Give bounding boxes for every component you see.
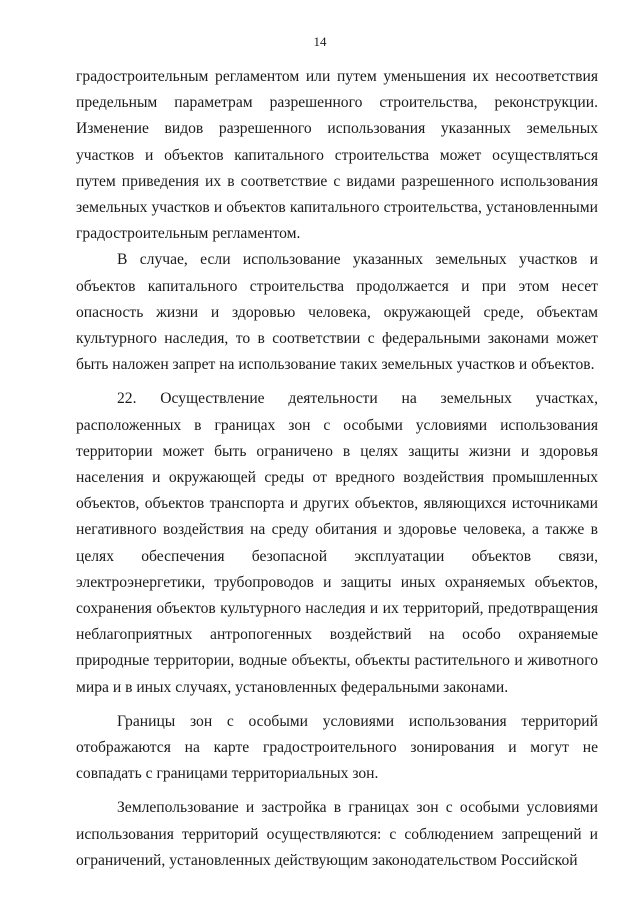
paragraph-zone-boundaries: Границы зон с особыми условиями использования территорий отображаются на карте градостроительного зонирования и могут не совпадать с границами территориальных зон. <box>76 712 598 783</box>
paragraph-continuation: градостроительным регламентом или путем уменьшения их несоответствия предельным параметрам разрешенного строительства, реконструкции. Изменение видов разрешенного использования указанных земельных участков и объектов капитального строительства может осуществляться путем приведения их в соответствие с видами разрешенного использования земельных участков и объектов капитального строительства, установленными градостроительным регламентом. <box>76 68 598 243</box>
document-body <box>76 64 598 874</box>
paragraph-gap <box>76 701 598 709</box>
paragraph-gap <box>76 787 598 795</box>
paragraph-prohibition: В случае, если использование указанных земельных участков и объектов капитального строительства продолжается и при этом несет опасность жизни и здоровью человека, окружающей среде, объектам культурного наследия, то в соответствии с федеральными законами может быть наложен запрет на использование таких земельных участков и объектов. <box>76 251 598 374</box>
paragraph-land-use: Землепользование и застройка в границах зон с особыми условиями использования территорий осуществляются: с соблюдением запрещений и ограничений, установленных действующим законодательством Российской <box>76 799 598 869</box>
paragraph-item-22: 22. Осуществление деятельности на земельных участках, расположенных в границах зон с особыми условиями использования территории может быть ограничено в целях защиты жизни и здоровья населения и окружающей среды от вредного воздействия промышленных объектов, объектов транспорта и других объектов, являющихся источниками негативного воздействия на среду обитания и здоровье человека, а также в целях обеспечения безопасной эксплуатации объектов связи, электроэнергетики, трубопроводов и защиты иных охраняемых объектов, сохранения объектов культурного наследия и их территорий, предотвращения неблагоприятных антропогенных воздействий на особо охраняемые природные территории, водные объекты, объекты растительного и животного мира и в иных случаях, установленных федеральными законами. <box>76 390 598 696</box>
page-number: 14 <box>313 34 327 49</box>
paragraph-gap <box>76 378 598 386</box>
